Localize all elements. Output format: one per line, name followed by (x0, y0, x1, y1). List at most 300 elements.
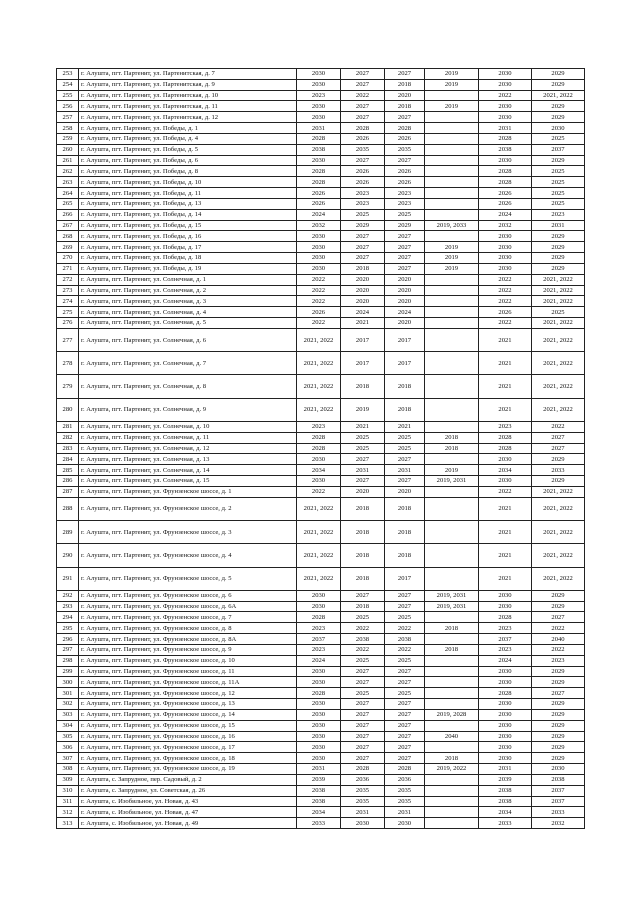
year-col-3-cell: 2028 (297, 432, 341, 443)
year-col-8-cell: 2029 (532, 699, 585, 710)
year-col-7-cell: 2034 (479, 807, 532, 818)
year-col-7-cell: 2030 (479, 112, 532, 123)
year-col-6-cell (425, 296, 479, 307)
year-col-3-cell: 2026 (297, 198, 341, 209)
year-col-5-cell: 2020 (385, 296, 425, 307)
year-col-4-cell: 2027 (341, 590, 385, 601)
row-number-cell: 263 (57, 177, 79, 188)
year-col-3-cell: 2028 (297, 177, 341, 188)
table-row (57, 497, 585, 520)
row-number-cell: 279 (57, 375, 79, 398)
year-col-6-cell: 2018 (425, 443, 479, 454)
table-row (57, 198, 585, 209)
table-row (57, 133, 585, 144)
year-col-7-cell: 2022 (479, 274, 532, 285)
year-col-6-cell (425, 155, 479, 166)
year-col-3-cell: 2028 (297, 688, 341, 699)
year-col-6-cell (425, 567, 479, 590)
row-number-cell: 311 (57, 796, 79, 807)
year-col-6-cell (425, 774, 479, 785)
address-cell: г. Алушта, пгт. Партенит, ул. Победы, д. 16 (79, 231, 297, 242)
year-col-5-cell: 2025 (385, 209, 425, 220)
year-col-8-cell: 2029 (532, 263, 585, 274)
capital-repair-schedule-table (56, 68, 585, 829)
table-row (57, 296, 585, 307)
table-row (57, 742, 585, 753)
address-cell: г. Алушта, пгт. Партенит, ул. Фрунзенское шоссе, д. 19 (79, 764, 297, 775)
year-col-7-cell: 2024 (479, 209, 532, 220)
year-col-7-cell: 2030 (479, 753, 532, 764)
row-number-cell: 274 (57, 296, 79, 307)
year-col-4-cell: 2022 (341, 644, 385, 655)
row-number-cell: 268 (57, 231, 79, 242)
year-col-6-cell (425, 634, 479, 645)
year-col-5-cell: 2017 (385, 567, 425, 590)
year-col-6-cell (425, 144, 479, 155)
address-cell: г. Алушта, пгт. Партенит, ул. Солнечная, д. 6 (79, 328, 297, 351)
year-col-4-cell: 2023 (341, 198, 385, 209)
year-col-7-cell: 2026 (479, 198, 532, 209)
year-col-7-cell: 2031 (479, 123, 532, 134)
year-col-5-cell: 2035 (385, 144, 425, 155)
address-cell: г. Алушта, пгт. Партенит, ул. Победы, д. 8 (79, 166, 297, 177)
year-col-8-cell: 2029 (532, 454, 585, 465)
year-col-6-cell: 2019, 2031 (425, 601, 479, 612)
year-col-6-cell: 2019 (425, 101, 479, 112)
year-col-4-cell: 2027 (341, 101, 385, 112)
year-col-6-cell (425, 177, 479, 188)
table-row (57, 69, 585, 80)
row-number-cell: 293 (57, 601, 79, 612)
year-col-3-cell: 2022 (297, 486, 341, 497)
year-col-3-cell: 2028 (297, 166, 341, 177)
year-col-7-cell: 2021 (479, 375, 532, 398)
year-col-4-cell: 2035 (341, 144, 385, 155)
year-col-8-cell: 2029 (532, 242, 585, 253)
table-row (57, 486, 585, 497)
year-col-3-cell: 2022 (297, 285, 341, 296)
row-number-cell: 303 (57, 709, 79, 720)
year-col-3-cell: 2021, 2022 (297, 521, 341, 544)
year-col-3-cell: 2031 (297, 123, 341, 134)
year-col-4-cell: 2027 (341, 476, 385, 487)
row-number-cell: 300 (57, 677, 79, 688)
year-col-4-cell: 2020 (341, 274, 385, 285)
year-col-7-cell: 2030 (479, 699, 532, 710)
year-col-4-cell: 2018 (341, 263, 385, 274)
year-col-7-cell: 2030 (479, 731, 532, 742)
row-number-cell: 284 (57, 454, 79, 465)
year-col-5-cell: 2017 (385, 352, 425, 375)
table-row (57, 375, 585, 398)
table-row (57, 318, 585, 329)
year-col-5-cell: 2038 (385, 634, 425, 645)
row-number-cell: 271 (57, 263, 79, 274)
year-col-3-cell: 2028 (297, 612, 341, 623)
year-col-3-cell: 2030 (297, 709, 341, 720)
address-cell: г. Алушта, пгт. Партенит, ул. Партенитская, д. 11 (79, 101, 297, 112)
year-col-7-cell: 2028 (479, 443, 532, 454)
row-number-cell: 295 (57, 623, 79, 634)
table-row (57, 688, 585, 699)
year-col-5-cell: 2018 (385, 79, 425, 90)
address-cell: г. Алушта, пгт. Партенит, ул. Фрунзенское шоссе, д. 13 (79, 699, 297, 710)
table-row (57, 699, 585, 710)
year-col-8-cell: 2038 (532, 774, 585, 785)
year-col-8-cell: 2029 (532, 742, 585, 753)
year-col-6-cell (425, 285, 479, 296)
year-col-8-cell: 2037 (532, 796, 585, 807)
year-col-3-cell: 2030 (297, 155, 341, 166)
address-cell: г. Алушта, пгт. Партенит, ул. Победы, д. 10 (79, 177, 297, 188)
year-col-4-cell: 2027 (341, 155, 385, 166)
year-col-6-cell (425, 328, 479, 351)
year-col-8-cell: 2029 (532, 253, 585, 264)
table-row (57, 242, 585, 253)
year-col-7-cell: 2038 (479, 144, 532, 155)
year-col-8-cell: 2030 (532, 123, 585, 134)
year-col-3-cell: 2023 (297, 421, 341, 432)
year-col-5-cell: 2018 (385, 497, 425, 520)
row-number-cell: 255 (57, 90, 79, 101)
year-col-8-cell: 2021, 2022 (532, 90, 585, 101)
year-col-5-cell: 2026 (385, 177, 425, 188)
table-row (57, 220, 585, 231)
table-row (57, 785, 585, 796)
year-col-7-cell: 2030 (479, 242, 532, 253)
table-row (57, 590, 585, 601)
address-cell: г. Алушта, пгт. Партенит, ул. Фрунзенское шоссе, д. 17 (79, 742, 297, 753)
year-col-3-cell: 2022 (297, 296, 341, 307)
year-col-4-cell: 2027 (341, 666, 385, 677)
table-row (57, 465, 585, 476)
year-col-7-cell: 2021 (479, 567, 532, 590)
year-col-6-cell: 2019 (425, 69, 479, 80)
year-col-6-cell (425, 655, 479, 666)
address-cell: г. Алушта, пгт. Партенит, ул. Фрунзенское шоссе, д. 16 (79, 731, 297, 742)
row-number-cell: 294 (57, 612, 79, 623)
year-col-8-cell: 2029 (532, 677, 585, 688)
row-number-cell: 273 (57, 285, 79, 296)
row-number-cell: 292 (57, 590, 79, 601)
year-col-4-cell: 2027 (341, 677, 385, 688)
address-cell: г. Алушта, пгт. Партенит, ул. Победы, д. 18 (79, 253, 297, 264)
table-row (57, 709, 585, 720)
row-number-cell: 301 (57, 688, 79, 699)
year-col-7-cell: 2030 (479, 590, 532, 601)
year-col-8-cell: 2023 (532, 209, 585, 220)
year-col-3-cell: 2038 (297, 796, 341, 807)
year-col-4-cell: 2029 (341, 220, 385, 231)
year-col-3-cell: 2038 (297, 785, 341, 796)
year-col-3-cell: 2030 (297, 590, 341, 601)
year-col-3-cell: 2021, 2022 (297, 398, 341, 421)
year-col-3-cell: 2026 (297, 307, 341, 318)
year-col-3-cell: 2023 (297, 644, 341, 655)
year-col-5-cell: 2027 (385, 476, 425, 487)
address-cell: г. Алушта, пгт. Партенит, ул. Солнечная, д. 1 (79, 274, 297, 285)
year-col-3-cell: 2026 (297, 188, 341, 199)
year-col-8-cell: 2032 (532, 818, 585, 829)
year-col-6-cell (425, 90, 479, 101)
year-col-7-cell: 2022 (479, 285, 532, 296)
year-col-5-cell: 2027 (385, 454, 425, 465)
row-number-cell: 290 (57, 544, 79, 567)
address-cell: г. Алушта, с. Изобильное, ул. Новая, д. 43 (79, 796, 297, 807)
year-col-4-cell: 2026 (341, 177, 385, 188)
year-col-5-cell: 2027 (385, 601, 425, 612)
year-col-4-cell: 2017 (341, 352, 385, 375)
year-col-8-cell: 2025 (532, 198, 585, 209)
address-cell: г. Алушта, пгт. Партенит, ул. Фрунзенское шоссе, д. 3 (79, 521, 297, 544)
year-col-8-cell: 2029 (532, 720, 585, 731)
year-col-5-cell: 2025 (385, 612, 425, 623)
year-col-7-cell: 2023 (479, 644, 532, 655)
row-number-cell: 296 (57, 634, 79, 645)
year-col-3-cell: 2030 (297, 242, 341, 253)
address-cell: г. Алушта, пгт. Партенит, ул. Фрунзенское шоссе, д. 5 (79, 567, 297, 590)
table-row (57, 623, 585, 634)
year-col-7-cell: 2022 (479, 296, 532, 307)
year-col-7-cell: 2028 (479, 432, 532, 443)
year-col-3-cell: 2037 (297, 634, 341, 645)
table-row (57, 188, 585, 199)
row-number-cell: 265 (57, 198, 79, 209)
year-col-7-cell: 2021 (479, 521, 532, 544)
table-row (57, 177, 585, 188)
address-cell: г. Алушта, пгт. Партенит, ул. Фрунзенское шоссе, д. 6А (79, 601, 297, 612)
year-col-8-cell: 2022 (532, 623, 585, 634)
address-cell: г. Алушта, пгт. Партенит, ул. Солнечная, д. 4 (79, 307, 297, 318)
year-col-4-cell: 2018 (341, 521, 385, 544)
year-col-4-cell: 2027 (341, 742, 385, 753)
year-col-5-cell: 2029 (385, 220, 425, 231)
table-row (57, 421, 585, 432)
year-col-6-cell (425, 274, 479, 285)
table-row (57, 398, 585, 421)
year-col-5-cell: 2028 (385, 764, 425, 775)
year-col-5-cell: 2027 (385, 263, 425, 274)
address-cell: г. Алушта, пгт. Партенит, ул. Фрунзенское шоссе, д. 7 (79, 612, 297, 623)
year-col-6-cell (425, 112, 479, 123)
address-cell: г. Алушта, пгт. Партенит, ул. Солнечная, д. 13 (79, 454, 297, 465)
table-row (57, 807, 585, 818)
year-col-4-cell: 2027 (341, 731, 385, 742)
year-col-8-cell: 2021, 2022 (532, 567, 585, 590)
year-col-8-cell: 2021, 2022 (532, 352, 585, 375)
year-col-7-cell: 2030 (479, 253, 532, 264)
year-col-3-cell: 2030 (297, 742, 341, 753)
year-col-5-cell: 2018 (385, 101, 425, 112)
table-row (57, 567, 585, 590)
year-col-5-cell: 2036 (385, 774, 425, 785)
year-col-6-cell (425, 699, 479, 710)
year-col-5-cell: 2027 (385, 753, 425, 764)
year-col-8-cell: 2030 (532, 764, 585, 775)
table-row (57, 263, 585, 274)
year-col-6-cell (425, 209, 479, 220)
year-col-8-cell: 2021, 2022 (532, 375, 585, 398)
year-col-6-cell: 2019, 2031 (425, 590, 479, 601)
address-cell: г. Алушта, пгт. Партенит, ул. Солнечная, д. 7 (79, 352, 297, 375)
year-col-8-cell: 2025 (532, 188, 585, 199)
year-col-4-cell: 2025 (341, 432, 385, 443)
year-col-3-cell: 2030 (297, 101, 341, 112)
table-row (57, 285, 585, 296)
year-col-5-cell: 2027 (385, 590, 425, 601)
year-col-8-cell: 2021, 2022 (532, 328, 585, 351)
table-row (57, 655, 585, 666)
year-col-7-cell: 2024 (479, 655, 532, 666)
row-number-cell: 259 (57, 133, 79, 144)
year-col-5-cell: 2027 (385, 666, 425, 677)
address-cell: г. Алушта, пгт. Партенит, ул. Партенитская, д. 7 (79, 69, 297, 80)
year-col-4-cell: 2021 (341, 421, 385, 432)
year-col-5-cell: 2035 (385, 796, 425, 807)
address-cell: г. Алушта, пгт. Партенит, ул. Солнечная, д. 8 (79, 375, 297, 398)
table-row (57, 443, 585, 454)
year-col-6-cell: 2018 (425, 432, 479, 443)
table-row (57, 521, 585, 544)
year-col-8-cell: 2029 (532, 476, 585, 487)
year-col-8-cell: 2025 (532, 133, 585, 144)
year-col-8-cell: 2037 (532, 144, 585, 155)
year-col-7-cell: 2022 (479, 486, 532, 497)
row-number-cell: 258 (57, 123, 79, 134)
year-col-6-cell (425, 677, 479, 688)
year-col-4-cell: 2035 (341, 785, 385, 796)
row-number-cell: 283 (57, 443, 79, 454)
row-number-cell: 260 (57, 144, 79, 155)
year-col-8-cell: 2037 (532, 785, 585, 796)
year-col-7-cell: 2037 (479, 634, 532, 645)
address-cell: г. Алушта, пгт. Партенит, ул. Победы, д. 5 (79, 144, 297, 155)
row-number-cell: 280 (57, 398, 79, 421)
year-col-8-cell: 2025 (532, 177, 585, 188)
table-row (57, 231, 585, 242)
table-row (57, 818, 585, 829)
year-col-8-cell: 2029 (532, 753, 585, 764)
year-col-6-cell (425, 352, 479, 375)
year-col-6-cell (425, 720, 479, 731)
year-col-6-cell: 2018 (425, 644, 479, 655)
year-col-3-cell: 2023 (297, 90, 341, 101)
address-cell: г. Алушта, пгт. Партенит, ул. Фрунзенское шоссе, д. 18 (79, 753, 297, 764)
row-number-cell: 310 (57, 785, 79, 796)
address-cell: г. Алушта, пгт. Партенит, ул. Победы, д. 11 (79, 188, 297, 199)
year-col-7-cell: 2026 (479, 188, 532, 199)
year-col-3-cell: 2031 (297, 764, 341, 775)
address-cell: г. Алушта, пгт. Партенит, ул. Фрунзенское шоссе, д. 6 (79, 590, 297, 601)
year-col-6-cell (425, 318, 479, 329)
year-col-3-cell: 2030 (297, 753, 341, 764)
table-row (57, 112, 585, 123)
address-cell: г. Алушта, пгт. Партенит, ул. Фрунзенское шоссе, д. 4 (79, 544, 297, 567)
row-number-cell: 275 (57, 307, 79, 318)
year-col-8-cell: 2029 (532, 155, 585, 166)
year-col-3-cell: 2030 (297, 79, 341, 90)
year-col-8-cell: 2021, 2022 (532, 318, 585, 329)
year-col-5-cell: 2024 (385, 307, 425, 318)
year-col-6-cell (425, 231, 479, 242)
year-col-6-cell: 2019, 2031 (425, 476, 479, 487)
row-number-cell: 266 (57, 209, 79, 220)
row-number-cell: 261 (57, 155, 79, 166)
address-cell: г. Алушта, пгт. Партенит, ул. Фрунзенское шоссе, д. 8А (79, 634, 297, 645)
year-col-7-cell: 2030 (479, 155, 532, 166)
address-cell: г. Алушта, пгт. Партенит, ул. Фрунзенское шоссе, д. 8 (79, 623, 297, 634)
year-col-7-cell: 2030 (479, 69, 532, 80)
address-cell: г. Алушта, с. Запрудное, пер. Садовый, д. 2 (79, 774, 297, 785)
year-col-3-cell: 2034 (297, 465, 341, 476)
year-col-6-cell (425, 123, 479, 134)
year-col-4-cell: 2018 (341, 497, 385, 520)
year-col-5-cell: 2031 (385, 807, 425, 818)
year-col-6-cell (425, 818, 479, 829)
year-col-3-cell: 2030 (297, 263, 341, 274)
year-col-8-cell: 2022 (532, 644, 585, 655)
table-body (57, 69, 585, 829)
year-col-3-cell: 2023 (297, 623, 341, 634)
year-col-8-cell: 2025 (532, 307, 585, 318)
year-col-5-cell: 2023 (385, 188, 425, 199)
year-col-7-cell: 2023 (479, 623, 532, 634)
year-col-5-cell: 2020 (385, 318, 425, 329)
year-col-7-cell: 2021 (479, 398, 532, 421)
year-col-5-cell: 2025 (385, 655, 425, 666)
year-col-8-cell: 2021, 2022 (532, 544, 585, 567)
row-number-cell: 282 (57, 432, 79, 443)
year-col-3-cell: 2021, 2022 (297, 544, 341, 567)
year-col-5-cell: 2018 (385, 521, 425, 544)
table-row (57, 166, 585, 177)
year-col-7-cell: 2030 (479, 677, 532, 688)
year-col-6-cell (425, 688, 479, 699)
year-col-3-cell: 2030 (297, 731, 341, 742)
year-col-3-cell: 2032 (297, 220, 341, 231)
year-col-6-cell: 2040 (425, 731, 479, 742)
table-row (57, 666, 585, 677)
year-col-3-cell: 2030 (297, 677, 341, 688)
year-col-4-cell: 2027 (341, 253, 385, 264)
row-number-cell: 313 (57, 818, 79, 829)
year-col-4-cell: 2022 (341, 623, 385, 634)
year-col-3-cell: 2039 (297, 774, 341, 785)
row-number-cell: 269 (57, 242, 79, 253)
year-col-7-cell: 2030 (479, 263, 532, 274)
address-cell: г. Алушта, пгт. Партенит, ул. Фрунзенское шоссе, д. 1 (79, 486, 297, 497)
year-col-6-cell (425, 133, 479, 144)
table-row (57, 253, 585, 264)
row-number-cell: 276 (57, 318, 79, 329)
table-row (57, 731, 585, 742)
year-col-7-cell: 2028 (479, 177, 532, 188)
year-col-5-cell: 2027 (385, 69, 425, 80)
year-col-7-cell: 2030 (479, 79, 532, 90)
year-col-8-cell: 2029 (532, 101, 585, 112)
year-col-8-cell: 2021, 2022 (532, 285, 585, 296)
table-row (57, 774, 585, 785)
address-cell: г. Алушта, пгт. Партенит, ул. Фрунзенское шоссе, д. 2 (79, 497, 297, 520)
year-col-7-cell: 2038 (479, 785, 532, 796)
year-col-4-cell: 2025 (341, 443, 385, 454)
address-cell: г. Алушта, пгт. Партенит, ул. Фрунзенское шоссе, д. 14 (79, 709, 297, 720)
year-col-7-cell: 2021 (479, 544, 532, 567)
year-col-4-cell: 2022 (341, 90, 385, 101)
year-col-8-cell: 2027 (532, 432, 585, 443)
year-col-7-cell: 2021 (479, 497, 532, 520)
year-col-7-cell: 2033 (479, 818, 532, 829)
